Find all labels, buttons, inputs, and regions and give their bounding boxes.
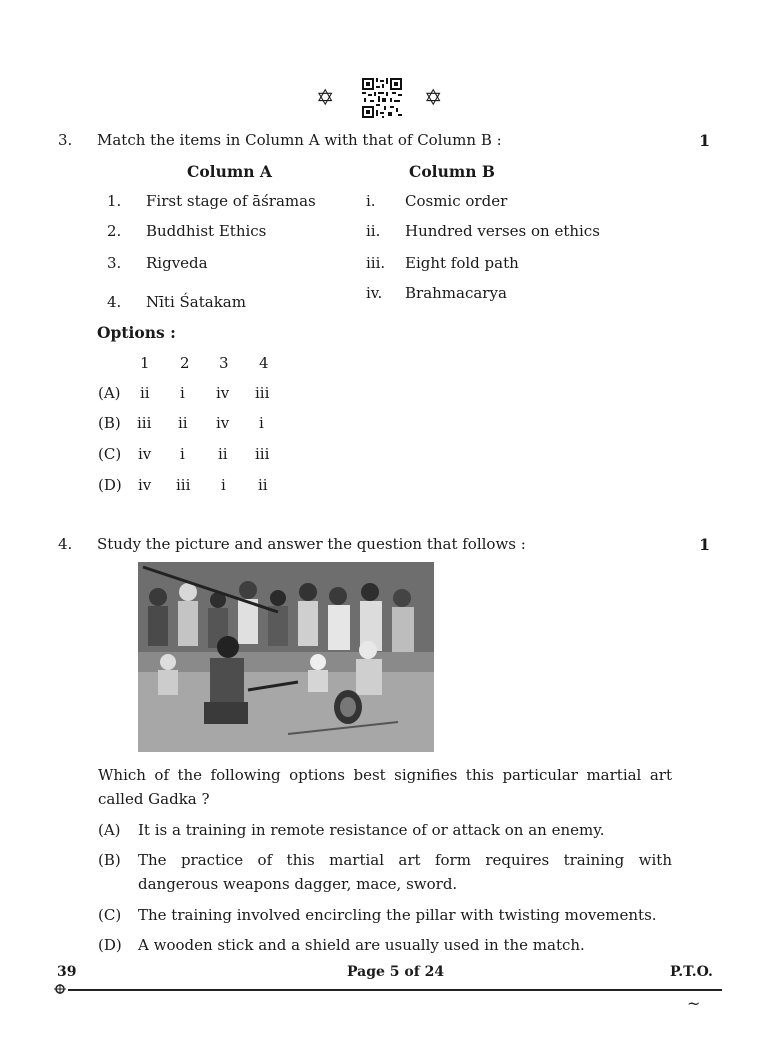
option-cell: i xyxy=(180,445,185,463)
q4-option-text-c: The training involved encircling the pillar with twisting movements. xyxy=(138,906,657,924)
col-b-num: ii. xyxy=(366,222,381,240)
col-b-item: Cosmic order xyxy=(405,192,508,210)
q4-question-line2: called Gadka ? xyxy=(98,790,210,808)
star-left-icon: ✡ xyxy=(316,86,335,111)
option-cell: iv xyxy=(138,476,152,494)
gadka-photo xyxy=(138,562,434,752)
col-b-num: iii. xyxy=(366,254,386,272)
col-a-num: 1. xyxy=(107,192,122,210)
qr-code-icon xyxy=(362,78,402,118)
col-b-item: Hundred verses on ethics xyxy=(405,222,600,240)
footer-pto: P.T.O. xyxy=(670,964,713,980)
option-cell: iii xyxy=(255,384,270,402)
col-a-item: Buddhist Ethics xyxy=(146,222,267,240)
options-header-cell: 3 xyxy=(219,354,229,372)
option-cell: iv xyxy=(216,414,230,432)
col-b-num: iv. xyxy=(366,284,383,302)
col-a-num: 2. xyxy=(107,222,122,240)
options-header-cell: 1 xyxy=(140,354,150,372)
option-cell: i xyxy=(221,476,226,494)
col-a-item: First stage of āśramas xyxy=(146,192,316,210)
option-cell: iii xyxy=(255,445,270,463)
col-a-num: 3. xyxy=(107,254,122,272)
option-cell: ii xyxy=(218,445,228,463)
q4-option-label-b: (B) xyxy=(98,851,121,869)
q4-option-label-a: (A) xyxy=(98,821,121,839)
option-label-a: (A) xyxy=(98,384,121,402)
column-b-title: Column B xyxy=(409,162,495,181)
q4-option-label-d: (D) xyxy=(98,936,122,954)
option-cell: ii xyxy=(178,414,188,432)
q3-text: Match the items in Column A with that of Column B : xyxy=(97,131,502,149)
options-title: Options : xyxy=(97,323,176,342)
option-cell: ii xyxy=(140,384,150,402)
q4-option-text-a: It is a training in remote resistance of or attack on an enemy. xyxy=(138,821,605,839)
options-header-cell: 2 xyxy=(180,354,190,372)
option-label-c: (C) xyxy=(98,445,122,463)
option-cell: iii xyxy=(176,476,191,494)
col-b-item: Eight fold path xyxy=(405,254,519,272)
option-cell: iv xyxy=(138,445,152,463)
col-a-num: 4. xyxy=(107,293,122,311)
footer-emblem-icon xyxy=(54,984,66,994)
col-b-item: Brahmacarya xyxy=(405,284,507,302)
option-cell: i xyxy=(259,414,264,432)
col-b-num: i. xyxy=(366,192,376,210)
q4-option-label-c: (C) xyxy=(98,906,122,924)
footer-code: 39 xyxy=(57,964,77,980)
col-a-item: Rigveda xyxy=(146,254,208,272)
q4-option-text-d: A wooden stick and a shield are usually used in the match. xyxy=(138,936,585,954)
q4-option-text-b-line2: dangerous weapons dagger, mace, sword. xyxy=(138,875,458,893)
option-cell: iv xyxy=(216,384,230,402)
option-cell: i xyxy=(180,384,185,402)
q4-question-line1: Which of the following options best signifies this particular martial art xyxy=(98,766,672,784)
option-label-b: (B) xyxy=(98,414,121,432)
col-a-item: Nīti Śatakam xyxy=(146,293,246,311)
footer-divider xyxy=(68,989,722,991)
option-label-d: (D) xyxy=(98,476,122,494)
column-a-title: Column A xyxy=(187,162,272,181)
q4-marks: 1 xyxy=(699,535,711,554)
q4-option-text-b-line1: The practice of this martial art form requires training with xyxy=(138,851,672,869)
options-header-cell: 4 xyxy=(259,354,269,372)
footer-page-number: Page 5 of 24 xyxy=(347,964,445,980)
q4-text: Study the picture and answer the question that follows : xyxy=(97,535,526,553)
option-cell: iii xyxy=(137,414,152,432)
footer-tilde: ~ xyxy=(687,994,701,1013)
star-right-icon: ✡ xyxy=(424,86,443,111)
q3-marks: 1 xyxy=(699,131,711,150)
option-cell: ii xyxy=(258,476,268,494)
q4-number: 4. xyxy=(58,535,73,553)
q3-number: 3. xyxy=(58,131,73,149)
